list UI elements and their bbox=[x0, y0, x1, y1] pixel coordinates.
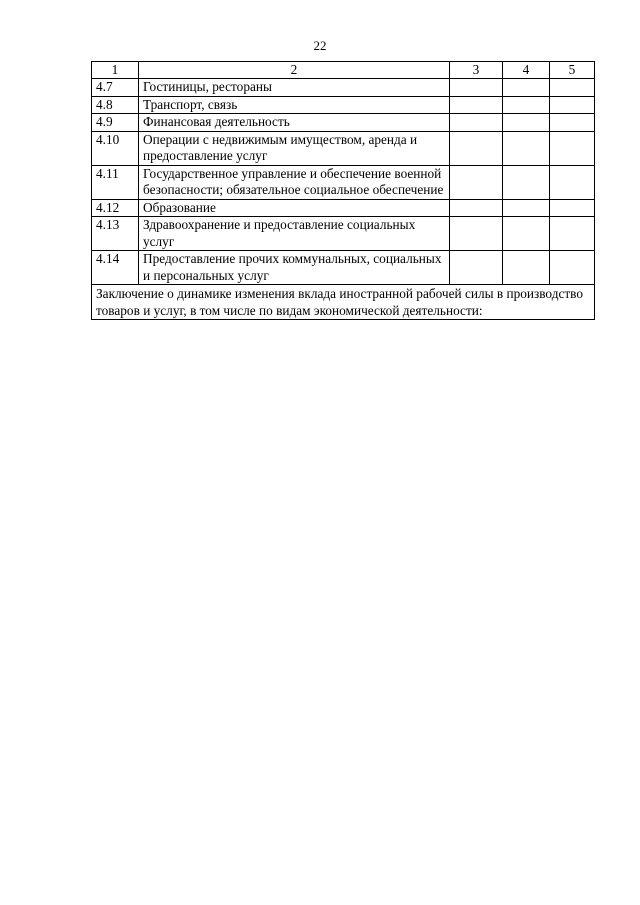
row-number: 4.13 bbox=[92, 217, 139, 251]
table-cell bbox=[550, 79, 595, 97]
table-row bbox=[92, 131, 595, 165]
table-cell bbox=[503, 217, 550, 251]
row-number: 4.11 bbox=[92, 165, 139, 199]
table-cell bbox=[450, 79, 503, 97]
table-cell bbox=[450, 96, 503, 114]
table-cell bbox=[450, 199, 503, 217]
row-description: Образование bbox=[139, 199, 450, 217]
page-number: 22 bbox=[313, 38, 327, 53]
table-cell bbox=[503, 251, 550, 285]
table-row bbox=[92, 251, 595, 285]
table-cell bbox=[550, 217, 595, 251]
data-table bbox=[91, 61, 595, 320]
row-number: 4.9 bbox=[92, 114, 139, 132]
table-cell bbox=[550, 131, 595, 165]
table-cell bbox=[550, 96, 595, 114]
row-description: Государственное управление и обеспечение военной безопасности; обязательное социальное обеспечение bbox=[139, 165, 450, 199]
table-cell bbox=[450, 114, 503, 132]
table-row bbox=[92, 217, 595, 251]
table-row bbox=[92, 199, 595, 217]
table-cell bbox=[450, 217, 503, 251]
table-row bbox=[92, 165, 595, 199]
table-cell bbox=[550, 199, 595, 217]
table-cell bbox=[503, 199, 550, 217]
table-header-row bbox=[92, 62, 595, 79]
row-number: 4.7 bbox=[92, 79, 139, 97]
row-number: 4.12 bbox=[92, 199, 139, 217]
row-number: 4.14 bbox=[92, 251, 139, 285]
table-cell bbox=[450, 251, 503, 285]
table-cell bbox=[550, 165, 595, 199]
row-description: Здравоохранение и предоставление социальных услуг bbox=[139, 217, 450, 251]
table-cell bbox=[503, 79, 550, 97]
row-number: 4.10 bbox=[92, 131, 139, 165]
column-header: 1 bbox=[92, 62, 139, 79]
row-description: Транспорт, связь bbox=[139, 96, 450, 114]
table-cell bbox=[550, 251, 595, 285]
column-header: 3 bbox=[450, 62, 503, 79]
row-description: Операции с недвижимым имуществом, аренда и предоставление услуг bbox=[139, 131, 450, 165]
table-cell bbox=[503, 131, 550, 165]
table-row bbox=[92, 79, 595, 97]
conclusion-row bbox=[92, 285, 595, 320]
row-number: 4.8 bbox=[92, 96, 139, 114]
table-cell bbox=[503, 96, 550, 114]
table-row bbox=[92, 114, 595, 132]
table-cell bbox=[503, 114, 550, 132]
row-description: Финансовая деятельность bbox=[139, 114, 450, 132]
table-cell bbox=[550, 114, 595, 132]
column-header: 4 bbox=[503, 62, 550, 79]
row-description: Гостиницы, рестораны bbox=[139, 79, 450, 97]
row-description: Предоставление прочих коммунальных, социальных и персональных услуг bbox=[139, 251, 450, 285]
column-header: 5 bbox=[550, 62, 595, 79]
conclusion-text: Заключение о динамике изменения вклада иностранной рабочей силы в производство товаров и услуг, в том числе по видам экономической деятельности: bbox=[92, 285, 595, 320]
table-cell bbox=[503, 165, 550, 199]
column-header: 2 bbox=[139, 62, 450, 79]
table-cell bbox=[450, 165, 503, 199]
table-row bbox=[92, 96, 595, 114]
table-cell bbox=[450, 131, 503, 165]
